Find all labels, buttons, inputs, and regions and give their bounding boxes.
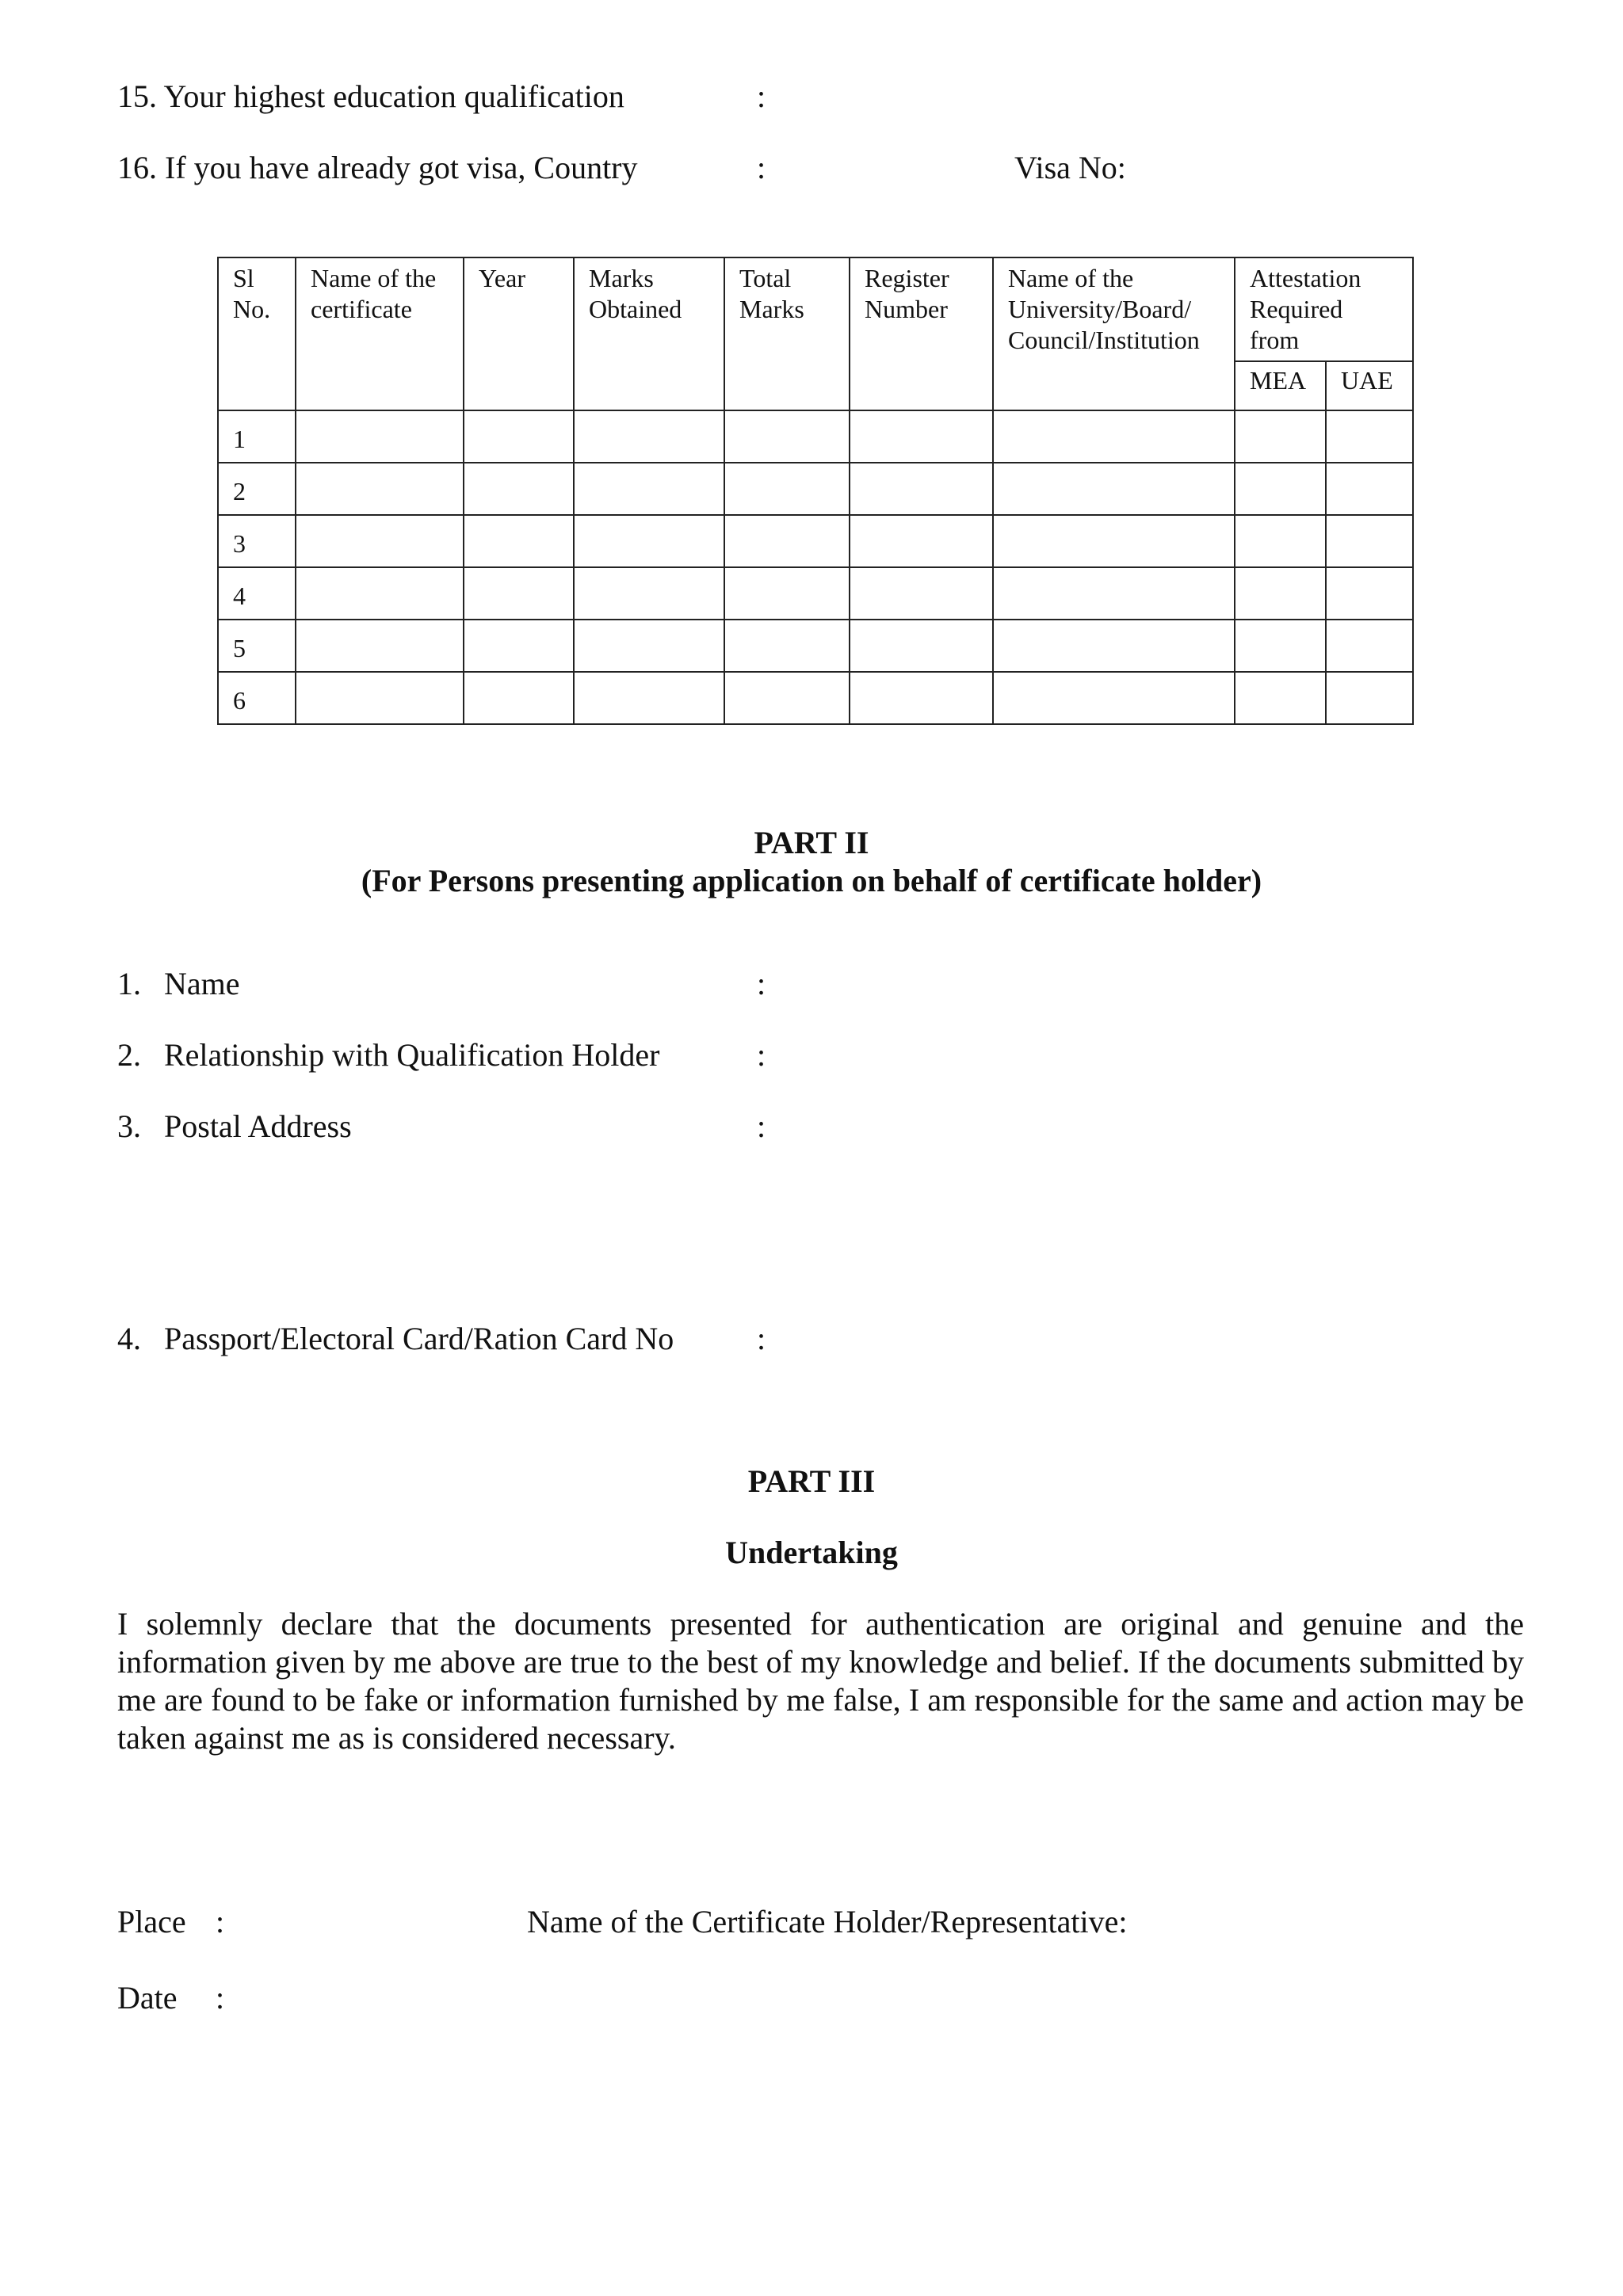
cell-register-number[interactable] — [850, 567, 993, 620]
table-row — [218, 672, 1413, 724]
cell-year[interactable] — [464, 515, 574, 567]
row-number: 5 — [218, 620, 296, 672]
cell-uae[interactable] — [1326, 463, 1413, 515]
part3-title: PART III — [747, 1463, 876, 1499]
part3-subtitle: Undertaking — [725, 1535, 898, 1570]
part2-item-4-num: 4. — [117, 1321, 141, 1356]
header-register-number: Register Number — [850, 257, 993, 410]
place-colon: : — [216, 1904, 225, 1939]
cell-certificate[interactable] — [296, 410, 464, 463]
cell-year[interactable] — [464, 410, 574, 463]
cell-marks-obtained[interactable] — [574, 515, 724, 567]
holder-name-label: Name of the Certificate Holder/Representative: — [527, 1904, 1128, 1939]
cell-total-marks[interactable] — [724, 620, 850, 672]
cell-certificate[interactable] — [296, 463, 464, 515]
q15-label: 15. Your highest education qualification — [117, 78, 624, 114]
header-certificate-name: Name of the certificate — [296, 257, 464, 410]
cell-register-number[interactable] — [850, 410, 993, 463]
header-total-marks: Total Marks — [724, 257, 850, 410]
date-label: Date — [117, 1980, 178, 2016]
cell-university[interactable] — [993, 620, 1235, 672]
part2-item-relationship-label: Relationship with Qualification Holder — [164, 1037, 660, 1073]
cell-marks-obtained[interactable] — [574, 672, 724, 724]
part2-item-name-label: Name — [164, 966, 240, 1001]
cell-marks-obtained[interactable] — [574, 620, 724, 672]
visa-no-label: Visa No: — [1014, 150, 1126, 185]
cell-uae[interactable] — [1326, 410, 1413, 463]
cell-mea[interactable] — [1235, 463, 1326, 515]
header-year: Year — [464, 257, 574, 410]
cell-marks-obtained[interactable] — [574, 567, 724, 620]
cell-register-number[interactable] — [850, 515, 993, 567]
table-row — [218, 463, 1413, 515]
q16-label: 16. If you have already got visa, Country — [117, 150, 638, 185]
table-row — [218, 515, 1413, 567]
cell-total-marks[interactable] — [724, 672, 850, 724]
header-attestation: Attestation Required from — [1235, 257, 1413, 361]
part2-item-address-label: Postal Address — [164, 1108, 352, 1144]
cell-year[interactable] — [464, 567, 574, 620]
cell-certificate[interactable] — [296, 620, 464, 672]
part2-item-3-colon: : — [757, 1108, 766, 1144]
cell-total-marks[interactable] — [724, 515, 850, 567]
cell-mea[interactable] — [1235, 410, 1326, 463]
date-colon: : — [216, 1980, 225, 2016]
part2-subtitle: (For Persons presenting application on behalf of certificate holder) — [361, 863, 1262, 898]
cell-mea[interactable] — [1235, 620, 1326, 672]
table-row — [218, 620, 1413, 672]
certificate-table — [217, 257, 1414, 725]
part2-item-1-num: 1. — [117, 966, 141, 1001]
header-university: Name of the University/Board/ Council/Institution — [993, 257, 1235, 410]
cell-certificate[interactable] — [296, 672, 464, 724]
part2-item-2-num: 2. — [117, 1037, 141, 1073]
cell-mea[interactable] — [1235, 567, 1326, 620]
cell-register-number[interactable] — [850, 672, 993, 724]
row-number: 6 — [218, 672, 296, 724]
part2-item-1-colon: : — [757, 966, 766, 1001]
cell-register-number[interactable] — [850, 620, 993, 672]
cell-university[interactable] — [993, 515, 1235, 567]
table-row — [218, 567, 1413, 620]
header-sl-no: Sl No. — [218, 257, 296, 410]
header-uae: UAE — [1326, 361, 1413, 410]
part2-item-2-colon: : — [757, 1037, 766, 1073]
row-number: 4 — [218, 567, 296, 620]
cell-year[interactable] — [464, 620, 574, 672]
row-number: 3 — [218, 515, 296, 567]
cell-year[interactable] — [464, 672, 574, 724]
part2-item-3-num: 3. — [117, 1108, 141, 1144]
part2-title: PART II — [754, 825, 869, 860]
cell-register-number[interactable] — [850, 463, 993, 515]
cell-marks-obtained[interactable] — [574, 410, 724, 463]
row-number: 1 — [218, 410, 296, 463]
cell-total-marks[interactable] — [724, 567, 850, 620]
q15-colon: : — [757, 78, 766, 114]
header-marks-obtained: Marks Obtained — [574, 257, 724, 410]
q16-colon: : — [757, 150, 766, 185]
header-mea: MEA — [1235, 361, 1326, 410]
cell-uae[interactable] — [1326, 567, 1413, 620]
cell-marks-obtained[interactable] — [574, 463, 724, 515]
place-label: Place — [117, 1904, 186, 1939]
cell-uae[interactable] — [1326, 672, 1413, 724]
cell-university[interactable] — [993, 463, 1235, 515]
cell-mea[interactable] — [1235, 515, 1326, 567]
part2-item-passport-label: Passport/Electoral Card/Ration Card No — [164, 1321, 674, 1356]
cell-year[interactable] — [464, 463, 574, 515]
cell-total-marks[interactable] — [724, 463, 850, 515]
cell-certificate[interactable] — [296, 515, 464, 567]
cell-university[interactable] — [993, 567, 1235, 620]
table-row — [218, 410, 1413, 463]
cell-total-marks[interactable] — [724, 410, 850, 463]
cell-university[interactable] — [993, 410, 1235, 463]
cell-mea[interactable] — [1235, 672, 1326, 724]
cell-uae[interactable] — [1326, 620, 1413, 672]
declaration-text: I solemnly declare that the documents presented for authentication are original and genuine and the information given by me above are true to the best of my knowledge and belief. If the documents submitted by me are found to be fake or information furnished by me false, I am responsible for the same and action may be taken against me as is considered necessary. — [117, 1606, 1524, 1756]
cell-certificate[interactable] — [296, 567, 464, 620]
cell-uae[interactable] — [1326, 515, 1413, 567]
part2-item-4-colon: : — [757, 1321, 766, 1356]
row-number: 2 — [218, 463, 296, 515]
cell-university[interactable] — [993, 672, 1235, 724]
